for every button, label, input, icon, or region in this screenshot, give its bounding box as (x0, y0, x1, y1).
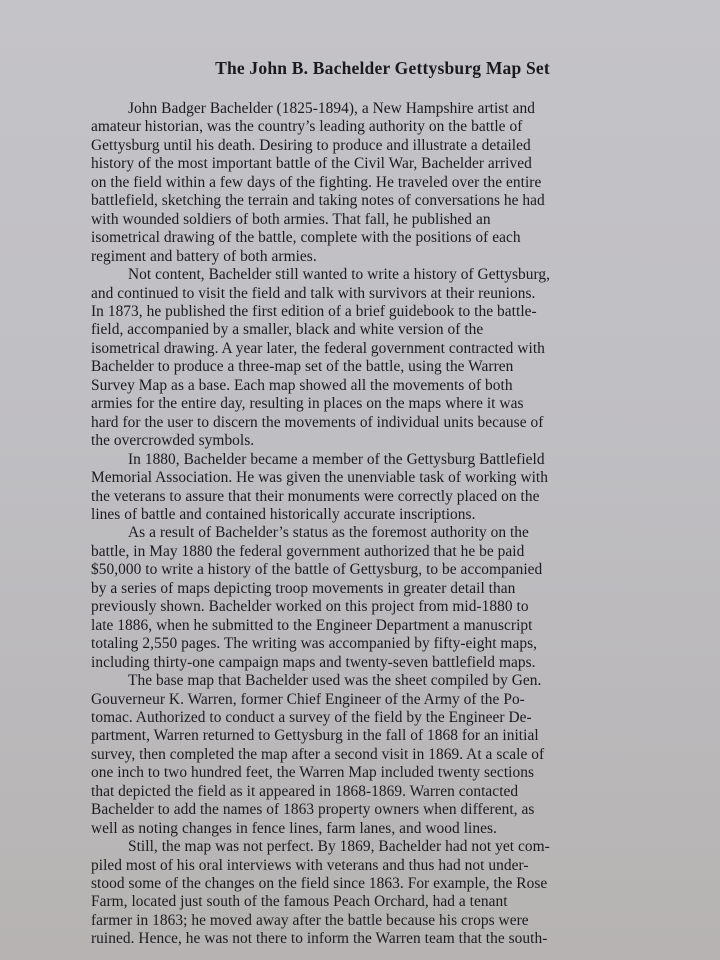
text-line: stood some of the changes on the field since 1863. For example, the Rose (91, 875, 548, 893)
text-line: survey, then completed the map after a second visit in 1869. At a scale of (91, 745, 545, 763)
text-line: battlefield, sketching the terrain and taking notes of conversations he had (91, 192, 545, 210)
text-line: Gettysburg until his death. Desiring to produce and illustrate a detailed (91, 136, 531, 154)
text-line: by a series of maps depicting troop movements in greater detail than (91, 579, 516, 597)
text-line: battle, in May 1880 the federal government authorized that he be paid (91, 542, 525, 560)
document-body (91, 100, 680, 949)
text-line: Bachelder to produce a three-map set of the battle, using the Warren (91, 358, 514, 376)
text-line: previously shown. Bachelder worked on this project from mid-1880 to (91, 598, 529, 616)
text-line: tomac. Authorized to conduct a survey of the field by the Engineer De- (91, 708, 532, 726)
paragraph (91, 266, 680, 451)
text-line: Gouverneur K. Warren, former Chief Engineer of the Army of the Po- (91, 690, 525, 708)
text-line: isometrical drawing. A year later, the federal government contracted with (91, 339, 545, 357)
text-line: regiment and battery of both armies. (91, 247, 317, 265)
text-line: Farm, located just south of the famous Peach Orchard, had a tenant (91, 893, 508, 911)
text-line: totaling 2,550 pages. The writing was accompanied by fifty-eight maps, (91, 635, 538, 653)
paragraph (91, 672, 680, 838)
paragraph (91, 838, 680, 949)
text-line: Memorial Association. He was given the unenviable task of working with (91, 469, 549, 487)
text-line: farmer in 1863; he moved away after the battle because his crops were (91, 911, 529, 929)
text-line: the veterans to assure that their monuments were correctly placed on the (91, 487, 540, 505)
text-line: lines of battle and contained historically accurate inscriptions. (91, 505, 476, 523)
text-line: including thirty-one campaign maps and twenty-seven battlefield maps. (91, 653, 536, 671)
paragraph (91, 451, 680, 525)
text-line: The base map that Bachelder used was the sheet compiled by Gen. (128, 672, 542, 690)
text-line: Bachelder to add the names of 1863 property owners when different, as (91, 801, 535, 819)
text-line: armies for the entire day, resulting in places on the maps where it was (91, 395, 524, 413)
text-line: amateur historian, was the country’s leading authority on the battle of (91, 118, 523, 136)
text-line: Not content, Bachelder still wanted to write a history of Gettysburg, (128, 266, 551, 284)
text-line: ruined. Hence, he was not there to inform the Warren team that the south- (91, 930, 548, 948)
text-line: history of the most important battle of the Civil War, Bachelder arrived (91, 155, 532, 173)
text-line: and continued to visit the field and talk with survivors at their reunions. (91, 284, 536, 302)
text-line: hard for the user to discern the movements of individual units because of (91, 413, 544, 431)
text-line: In 1873, he published the first edition of a brief guidebook to the battle- (91, 302, 537, 320)
text-line: piled most of his oral interviews with veterans and thus had not under- (91, 856, 529, 874)
document-title: The John B. Bachelder Gettysburg Map Set (215, 58, 550, 78)
text-line: isometrical drawing of the battle, complete with the positions of each (91, 229, 521, 247)
text-line: Survey Map as a base. Each map showed all the movements of both (91, 376, 513, 394)
text-line: partment, Warren returned to Gettysburg in the fall of 1868 for an initial (91, 727, 539, 745)
text-line: well as noting changes in fence lines, farm lanes, and wood lines. (91, 819, 497, 837)
paragraph (91, 524, 680, 672)
text-line: As a result of Bachelder’s status as the foremost authority on the (128, 524, 529, 542)
paragraph (91, 100, 680, 266)
text-line: $50,000 to write a history of the battle of Gettysburg, to be accompanied (91, 561, 543, 579)
text-line: In 1880, Bachelder became a member of the Gettysburg Battlefield (128, 450, 545, 468)
text-line: field, accompanied by a smaller, black and white version of the (91, 321, 484, 339)
text-line: John Badger Bachelder (1825-1894), a New Hampshire artist and (128, 100, 535, 117)
text-line: one inch to two hundred feet, the Warren Map included twenty sections (91, 764, 534, 782)
text-line: the overcrowded symbols. (91, 432, 255, 450)
text-line: late 1886, when he submitted to the Engineer Department a manuscript (91, 616, 533, 634)
text-line: with wounded soldiers of both armies. That fall, he published an (91, 210, 491, 228)
text-line: that depicted the field as it appeared in 1868-1869. Warren contacted (91, 782, 519, 800)
text-line: on the field within a few days of the fighting. He traveled over the entire (91, 173, 542, 191)
text-line: Still, the map was not perfect. By 1869, Bachelder had not yet com- (128, 838, 550, 856)
